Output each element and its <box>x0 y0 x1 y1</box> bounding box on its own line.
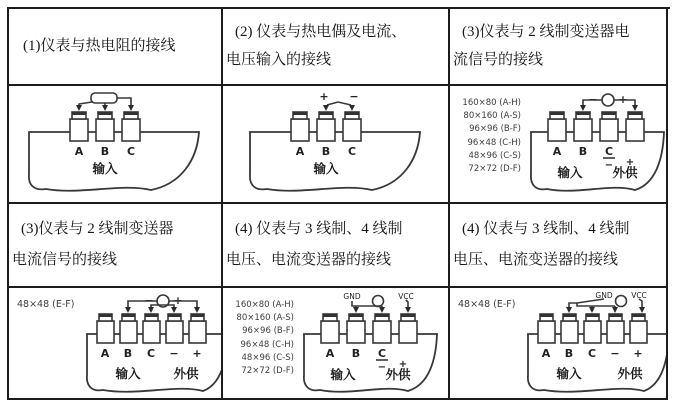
header-text-line1: (3)仪表与 2 线制变送器电 <box>462 23 630 40</box>
input-caption: 输入 <box>92 161 118 176</box>
header-cell-r1c1 <box>9 9 223 86</box>
terminal-label-b: B <box>564 347 574 360</box>
thermocouple-wiring-diagram <box>236 88 436 200</box>
plus-label: + <box>618 93 628 106</box>
terminal-blocks <box>97 314 206 343</box>
header-cell-r2c3 <box>450 204 668 288</box>
terminal-label-a: A <box>325 347 335 360</box>
input-caption: 输入 <box>330 367 356 382</box>
input-caption: 输入 <box>556 366 582 381</box>
diagram-cell-tx2-multi <box>450 86 668 204</box>
three-four-wire-transmitter-ef-diagram <box>520 290 668 400</box>
diagram-cell-tx34-ef <box>450 288 668 400</box>
plus-label: + <box>173 294 183 307</box>
terminal-label-minus: − <box>610 347 620 360</box>
wires <box>352 300 411 313</box>
size-item: 72×72 (D-F) <box>468 163 521 174</box>
size-item: 96×96 (B-F) <box>242 326 294 337</box>
external-supply-caption: 外供 <box>385 367 411 382</box>
terminal-label-a: A <box>295 145 304 158</box>
gnd-label: GND <box>343 292 361 301</box>
terminal-label-b: B <box>123 347 133 360</box>
minus-label: − <box>348 90 359 103</box>
size-item: 80×160 (A-S) <box>236 313 294 324</box>
size-item: 160×80 (A-H) <box>462 98 521 108</box>
diagram-cell-tx2-ef <box>9 288 223 400</box>
terminal-label-b: B <box>578 145 588 158</box>
sub-minus-label: − <box>604 160 614 171</box>
terminal-label-a: A <box>100 347 110 360</box>
header-text-line1: (3)仪表与 2 线制变送器 <box>21 221 174 238</box>
terminal-label-b: B <box>351 347 361 360</box>
header-text-line2: 电流信号的接线 <box>12 252 118 269</box>
diagram-cell-rtd <box>9 86 223 204</box>
header-cell-r1c3 <box>450 9 668 86</box>
two-wire-transmitter-diagram <box>521 88 668 200</box>
terminal-label-c: C <box>604 145 614 158</box>
sub-plus-label: + <box>625 157 635 168</box>
sub-minus-label: − <box>377 362 387 373</box>
header-text-line1: (4) 仪表与 3 线制、4 线制 <box>462 221 630 238</box>
terminal-label-c: C <box>347 145 356 158</box>
transmitter-circle-icon <box>602 94 614 106</box>
transmitter-circle-icon <box>373 296 384 307</box>
external-supply-caption: 外供 <box>173 366 199 381</box>
diagram-cell-thermocouple <box>223 86 450 204</box>
terminal-label-b: B <box>321 145 330 158</box>
header-text-line2: 电压、电流变送器的接线 <box>226 252 392 269</box>
gnd-label: GND <box>595 291 613 300</box>
input-caption: 输入 <box>557 165 583 180</box>
wires <box>323 102 355 111</box>
header-cell-r2c1 <box>9 204 223 288</box>
plus-label: + <box>318 90 329 103</box>
panel-size-list <box>450 86 521 176</box>
external-supply-caption: 外供 <box>612 165 638 180</box>
terminal-label-c: C <box>126 145 136 158</box>
size-item: 96×48 (C-H) <box>240 339 294 350</box>
size-item: 48×96 (C-S) <box>241 352 294 363</box>
three-four-wire-transmitter-diagram <box>294 290 444 400</box>
two-wire-transmitter-ef-diagram <box>79 290 223 400</box>
panel-size-list <box>223 288 294 378</box>
rtd-wiring-diagram <box>15 88 215 200</box>
header-text-line2: 流信号的接线 <box>453 52 544 69</box>
wires <box>76 98 134 111</box>
sub-plus-label: + <box>398 359 408 370</box>
vcc-label: VCC <box>398 292 414 301</box>
terminal-label-c: C <box>377 347 387 360</box>
minus-label: − <box>144 294 154 307</box>
terminal-label-c: C <box>587 347 597 360</box>
wires <box>566 299 645 313</box>
input-caption: 输入 <box>312 161 339 176</box>
size-item: 160×80 (A-H) <box>235 300 294 310</box>
terminal-label-b: B <box>100 145 110 158</box>
header-text-line2: 电压、电流变送器的接线 <box>453 252 619 269</box>
wiring-table <box>7 7 670 400</box>
rtd-symbol <box>91 93 117 103</box>
terminal-blocks <box>538 314 647 343</box>
size-item: 96×96 (B-F) <box>469 124 521 135</box>
terminal-label-a: A <box>541 347 551 360</box>
size-item: 80×160 (A-S) <box>463 111 521 122</box>
terminal-label-plus: + <box>633 347 643 360</box>
minus-label: − <box>588 93 598 106</box>
terminal-label-a: A <box>552 145 562 158</box>
header-text-line2: 电压输入的接线 <box>226 52 332 69</box>
terminal-label-minus: − <box>169 347 179 360</box>
transmitter-circle-icon <box>616 296 627 307</box>
terminal-blocks <box>70 112 140 141</box>
vcc-label: VCC <box>631 291 647 300</box>
diagram-cell-tx34-multi <box>223 288 450 400</box>
size-item: 96×48 (C-H) <box>467 137 521 148</box>
terminal-label-plus: + <box>192 347 202 360</box>
header-cell-r2c2 <box>223 204 450 288</box>
panel-size-label: 48×48 (E-F) <box>458 299 516 310</box>
terminal-label-c: C <box>146 347 156 360</box>
panel-size-label: 48×48 (E-F) <box>17 299 75 310</box>
size-item: 72×72 (D-F) <box>241 365 294 376</box>
header-text-line1: (2) 仪表与热电偶及电流、 <box>235 23 407 40</box>
size-item: 48×96 (C-S) <box>468 150 521 161</box>
header-cell-r1c2 <box>223 9 450 86</box>
header-text: (1)仪表与热电阻的接线 <box>23 38 176 55</box>
input-caption: 输入 <box>115 366 141 381</box>
external-supply-caption: 外供 <box>617 366 643 381</box>
terminal-label-a: A <box>74 145 84 158</box>
header-text-line1: (4) 仪表与 3 线制、4 线制 <box>235 221 403 238</box>
terminal-blocks <box>291 112 361 141</box>
